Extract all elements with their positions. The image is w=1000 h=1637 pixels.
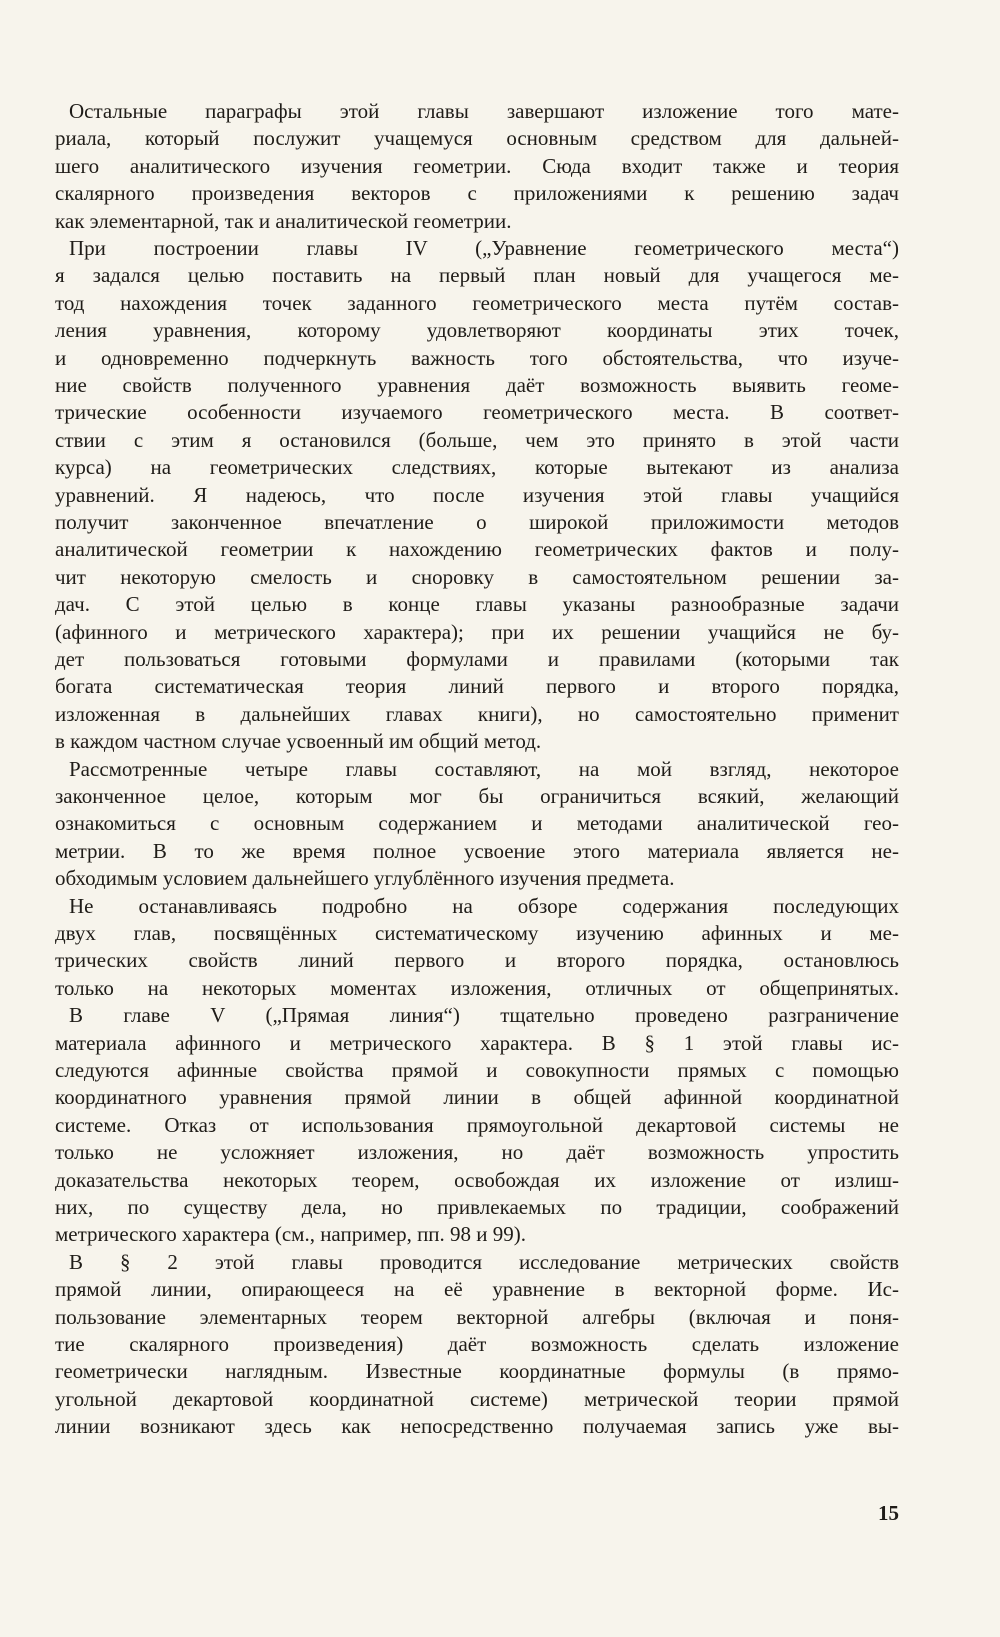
text-line: богата систематическая теория линий первого и второго порядка, bbox=[55, 674, 899, 699]
text-line: и одновременно подчеркнуть важность того обстоятельства, что изуче- bbox=[55, 345, 899, 370]
text-line: ления уравнения, которому удовлетворяют координаты этих точек, bbox=[55, 318, 899, 343]
text-line: уравнений. Я надеюсь, что после изучения этой главы учащийся bbox=[55, 482, 899, 507]
page-number: 15 bbox=[878, 1501, 899, 1525]
text-line: только на некоторых моментах изложения, отличных от общепринятых. bbox=[55, 975, 899, 1000]
text-line: метрии. В то же время полное усвоение этого материала является не- bbox=[55, 838, 899, 863]
text-line: трические особенности изучаемого геометрического места. В соответ- bbox=[55, 400, 899, 425]
text-line: доказательства некоторых теорем, освобождая их изложение от излиш- bbox=[55, 1167, 899, 1192]
text-line: ствии с этим я остановился (больше, чем это принято в этой части bbox=[55, 427, 899, 452]
text-line: материала афинного и метрического характера. В § 1 этой главы ис- bbox=[55, 1030, 899, 1055]
text-line: геометрически наглядным. Известные координатные формулы (в прямо- bbox=[55, 1359, 899, 1384]
text-line: ние свойств полученного уравнения даёт возможность выявить геоме- bbox=[55, 373, 899, 397]
text-line: В главе V („Прямая линия“) тщательно проведено разграничение bbox=[69, 1003, 899, 1028]
text-line: изложенная в дальнейших главах книги), но самостоятельно применит bbox=[55, 701, 899, 726]
text-line: них, по существу дела, но привлекаемых по традиции, соображений bbox=[55, 1195, 899, 1219]
text-line: пользование элементарных теорем векторной алгебры (включая и поня- bbox=[55, 1304, 899, 1329]
text-line: координатного уравнения прямой линии в общей афинной координатной bbox=[55, 1085, 899, 1110]
text-line: двух глав, посвящённых систематическому изучению афинных и ме- bbox=[55, 921, 899, 945]
text-line: метрического характера (см., например, пп. 98 и 99). bbox=[55, 1222, 527, 1247]
text-line: тие скалярного произведения) даёт возможность сделать изложение bbox=[55, 1332, 899, 1356]
book-page bbox=[55, 97, 947, 1597]
text-line: как элементарной, так и аналитической геометрии. bbox=[55, 208, 512, 233]
text-line: дач. С этой целью в конце главы указаны разнообразные задачи bbox=[55, 592, 899, 617]
text-line: получит законченное впечатление о широкой приложимости методов bbox=[55, 510, 899, 534]
text-line: ознакомиться с основным содержанием и методами аналитической гео- bbox=[55, 811, 899, 836]
text-line: Остальные параграфы этой главы завершают изложение того мате- bbox=[69, 99, 899, 123]
text-line: аналитической геометрии к нахождению геометрических фактов и полу- bbox=[55, 537, 899, 562]
text-line: дет пользоваться готовыми формулами и правилами (которыми так bbox=[55, 647, 899, 671]
text-line: скалярного произведения векторов с приложениями к решению задач bbox=[55, 181, 899, 206]
text-line: в каждом частном случае усвоенный им общий метод. bbox=[55, 729, 542, 754]
text-line: чит некоторую смелость и сноровку в самостоятельном решении за- bbox=[55, 564, 899, 589]
text-line: трических свойств линий первого и второго порядка, остановлюсь bbox=[55, 948, 899, 973]
text-line: линии возникают здесь как непосредственно получаемая запись уже вы- bbox=[55, 1414, 899, 1439]
text-line: только не усложняет изложения, но даёт возможность упростить bbox=[55, 1140, 899, 1165]
text-line: тод нахождения точек заданного геометрического места путём состав- bbox=[55, 290, 899, 315]
text-line: курса) на геометрических следствиях, которые вытекают из анализа bbox=[55, 455, 899, 480]
text-line: Рассмотренные четыре главы составляют, на мой взгляд, некоторое bbox=[69, 756, 899, 781]
text-line: шего аналитического изучения геометрии. Сюда входит также и теория bbox=[55, 153, 899, 178]
text-line: законченное целое, которым мог бы ограничиться всякий, желающий bbox=[55, 784, 899, 808]
text-line: следуются афинные свойства прямой и совокупности прямых с помощью bbox=[55, 1058, 899, 1082]
text-line: риала, который послужит учащемуся основным средством для дальней- bbox=[55, 126, 899, 151]
text-line: я задался целью поставить на первый план новый для учащегося ме- bbox=[55, 263, 899, 288]
text-line: Не останавливаясь подробно на обзоре содержания последующих bbox=[69, 893, 899, 918]
text-line: (афинного и метрического характера); при их решении учащийся не бу- bbox=[55, 619, 899, 644]
text-line: системе. Отказ от использования прямоугольной декартовой системы не bbox=[55, 1112, 899, 1137]
text-line: обходимым условием дальнейшего углублённого изучения предмета. bbox=[55, 866, 675, 891]
text-line: угольной декартовой координатной системе) метрической теории прямой bbox=[55, 1386, 899, 1411]
text-line: прямой линии, опирающееся на её уравнение в векторной форме. Ис- bbox=[55, 1277, 899, 1302]
text-line: При построении главы IV („Уравнение геометрического места“) bbox=[69, 236, 899, 260]
text-line: В § 2 этой главы проводится исследование метрических свойств bbox=[69, 1249, 899, 1274]
